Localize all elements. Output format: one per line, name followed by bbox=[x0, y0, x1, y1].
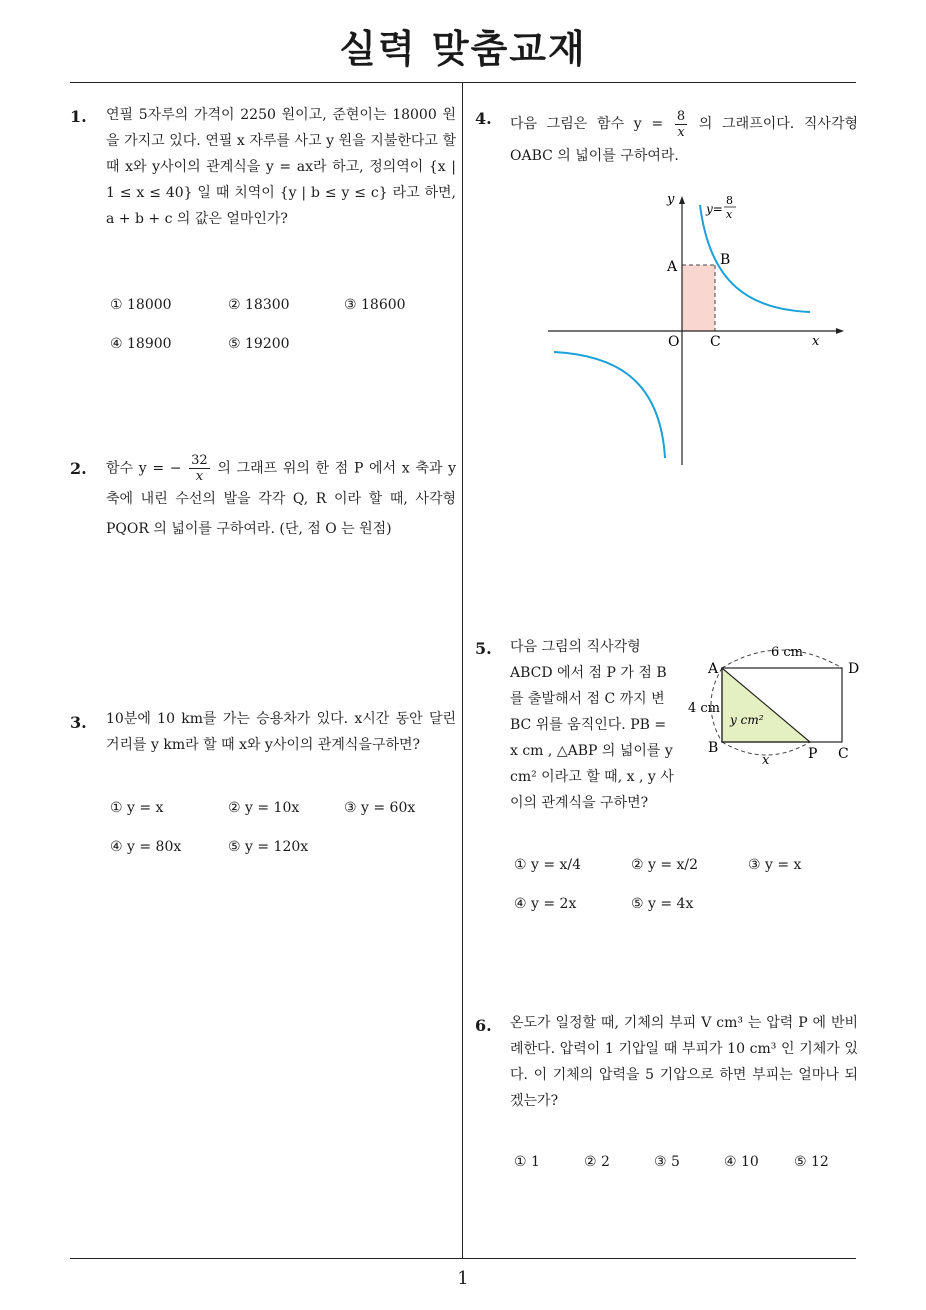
x-axis-arrow-icon bbox=[836, 328, 844, 334]
choice-1[interactable]: ① 1 bbox=[514, 1154, 540, 1170]
choice-5[interactable]: ⑤ 12 bbox=[794, 1154, 829, 1170]
curve-label-numerator: 8 bbox=[726, 194, 733, 207]
question-text-start: 다음 그림은 함수 y = bbox=[510, 116, 664, 132]
question-number: 5. bbox=[475, 639, 492, 658]
column-divider bbox=[462, 83, 463, 1259]
choice-5[interactable]: ⑤ 19200 bbox=[228, 336, 290, 352]
point-c-label: C bbox=[710, 334, 721, 350]
choice-5[interactable]: ⑤ y = 4x bbox=[631, 896, 694, 912]
question-number: 1. bbox=[70, 107, 87, 126]
question-text: 10분에 10 km를 가는 승용차가 있다. x시간 동안 달린 거리를 y km라 할 때 x와 y사이의 관계식을구하면? bbox=[106, 711, 456, 753]
point-b-label: B bbox=[708, 740, 719, 756]
question-text: 온도가 일정할 때, 기체의 부피 V cm³ 는 압력 P 에 반비례한다. 압력이 1 기압일 때 부피가 10 cm³ 인 기체가 있다. 이 기체의 압력을 5 기압으로 하면 부피는 얼마나 되겠는가? bbox=[510, 1015, 858, 1109]
question-number: 3. bbox=[70, 713, 87, 732]
question-text-start: 함수 y = − bbox=[106, 460, 182, 477]
inverse-function-graph bbox=[540, 185, 850, 470]
point-a-label: A bbox=[667, 259, 678, 275]
header-rule bbox=[70, 82, 856, 83]
y-axis-label: y bbox=[667, 192, 675, 207]
x-axis-label: x bbox=[812, 334, 820, 349]
choice-3[interactable]: ③ y = 60x bbox=[344, 800, 416, 816]
choice-4[interactable]: ④ 18900 bbox=[110, 336, 172, 352]
question-number: 2. bbox=[70, 459, 87, 478]
curve-label-denominator: x bbox=[726, 208, 733, 221]
choice-4[interactable]: ④ y = 80x bbox=[110, 839, 182, 855]
curve-label: y= bbox=[706, 202, 723, 216]
point-b-label: B bbox=[720, 252, 731, 268]
rectangle-oabc bbox=[682, 265, 715, 331]
question-number: 6. bbox=[475, 1016, 492, 1035]
fraction: $\frac{8}{x}$ bbox=[676, 108, 686, 140]
choice-1[interactable]: ① y = x/4 bbox=[514, 857, 582, 873]
top-length-label: 6 cm bbox=[771, 645, 804, 660]
question-text-end: 의 그래프 위의 한 점 P 에서 x 축과 y 축에 내린 수선의 발을 각각 Q, R 이라 할 때, 사각형 PQOR 의 넓이를 구하여라. (단, 점 O 는 원점) bbox=[106, 460, 456, 537]
choice-2[interactable]: ② y = x/2 bbox=[631, 857, 699, 873]
point-d-label: D bbox=[848, 661, 860, 677]
point-p-label: P bbox=[808, 746, 818, 762]
choice-5[interactable]: ⑤ y = 120x bbox=[228, 839, 309, 855]
question-text bbox=[106, 453, 456, 544]
choice-2[interactable]: ② 18300 bbox=[228, 297, 290, 313]
question-text: 연필 5자루의 가격이 2250 원이고, 준현이는 18000 원을 가지고 있다. 연필 x 자루를 사고 y 원을 지불한다고 할 때 x와 y사이의 관계식을 y = ax라 하고, 정의역이 {x | 1 ≤ x ≤ 40} 일 때 치역이 {y | b ≤ y ≤ c} 라고 하면, a + b + c 의 값은 얼마인가? bbox=[106, 107, 456, 227]
choice-4[interactable]: ④ 10 bbox=[724, 1154, 759, 1170]
question-number: 4. bbox=[475, 109, 492, 128]
fraction: $\frac{32}{x}$ bbox=[191, 453, 208, 484]
question-text: 다음 그림의 직사각형 ABCD 에서 점 P 가 점 B 를 출발해서 점 C 까지 변 BC 위를 움직인다. PB = x cm , △ABP 의 넓이를 y cm² 이라고 할 때, x , y 사이의 관계식을 구하면? bbox=[510, 639, 674, 811]
origin-label: O bbox=[668, 334, 680, 350]
question-text-end: 의 그래프이다. 직사각형 OABC 의 넓이를 구하여라. bbox=[510, 116, 859, 164]
choice-1[interactable]: ① y = x bbox=[110, 800, 164, 816]
choice-3[interactable]: ③ y = x bbox=[748, 857, 802, 873]
curve-branch-negative bbox=[554, 352, 665, 458]
left-length-label: 4 cm bbox=[688, 701, 721, 716]
choice-4[interactable]: ④ y = 2x bbox=[514, 896, 577, 912]
choice-3[interactable]: ③ 18600 bbox=[344, 297, 406, 313]
page-number: 1 bbox=[457, 1268, 469, 1289]
question-text bbox=[510, 108, 858, 172]
triangle-abp bbox=[722, 668, 810, 742]
area-label: y cm² bbox=[730, 713, 764, 727]
bottom-length-label: x bbox=[762, 753, 770, 768]
curve-branch-positive bbox=[700, 205, 810, 312]
point-c-label: C bbox=[838, 746, 849, 762]
y-axis-arrow-icon bbox=[679, 196, 685, 204]
rectangle-figure bbox=[680, 640, 860, 770]
choice-3[interactable]: ③ 5 bbox=[654, 1154, 680, 1170]
page-title: 실력 맞춤교재 bbox=[339, 27, 587, 71]
choice-1[interactable]: ① 18000 bbox=[110, 297, 172, 313]
footer-rule bbox=[70, 1258, 856, 1259]
choice-2[interactable]: ② y = 10x bbox=[228, 800, 300, 816]
choice-2[interactable]: ② 2 bbox=[584, 1154, 610, 1170]
point-a-label: A bbox=[708, 661, 719, 677]
